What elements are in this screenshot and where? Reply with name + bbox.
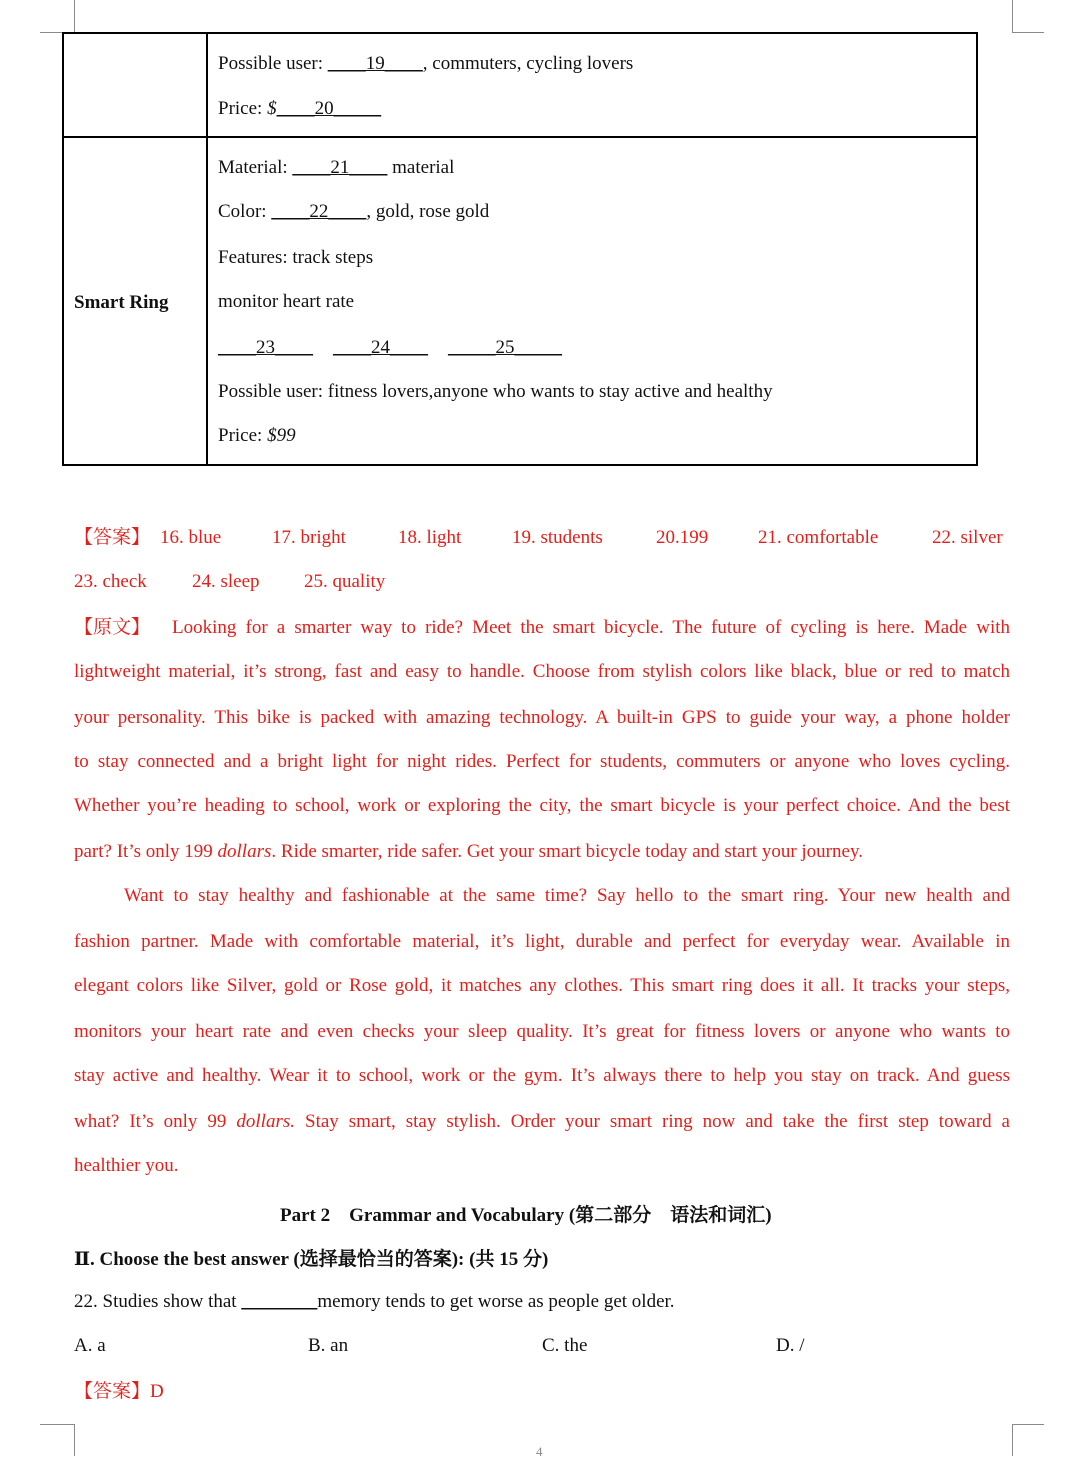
crop-mark — [1012, 1424, 1013, 1456]
ring-possible-user-line: Possible user: fitness lovers,anyone who wants to stay active and healthy — [218, 381, 773, 402]
crop-mark — [1012, 0, 1013, 32]
crop-mark — [74, 1424, 75, 1456]
crop-mark — [1012, 32, 1044, 33]
original-p2-line-7: healthier you. — [74, 1155, 179, 1176]
blank-24: ____24____ — [333, 337, 428, 358]
answer-16: 16. blue — [160, 527, 222, 548]
original-p2-line-4: monitors your heart rate and even checks your sleep quality. It’s great for fitness lovers or anyone who wants to — [74, 1021, 1010, 1042]
original-p2-line-1: Want to stay healthy and fashionable at the same time? Say hello to the smart ring. Your new health and — [124, 885, 1010, 906]
answer-18: 18. light — [398, 527, 462, 548]
p1-last-dollars: dollars — [217, 841, 272, 862]
heart-rate-line: monitor heart rate — [218, 291, 355, 312]
original-p1-line-2: lightweight material, it’s strong, fast and easy to handle. Choose from stylish colors like black, blue or red to match — [74, 661, 1010, 682]
original-p1-line-4: to stay connected and a bright light for night rides. Perfect for students, commuters or anyone who loves cycling. — [74, 751, 1010, 772]
crop-mark — [1012, 1424, 1044, 1425]
crop-mark — [74, 0, 75, 32]
question-rest: memory tends to get worse as people get older. — [317, 1291, 675, 1312]
dollar-sign: $ — [267, 98, 277, 119]
answer-22-line — [74, 1381, 164, 1403]
option-a: A. a — [74, 1335, 106, 1356]
p1-last-a: part? It’s only 199 — [74, 841, 218, 862]
blank-23: ____23____ — [218, 337, 313, 358]
answer-tag: 【答案】 — [74, 1381, 151, 1402]
answer-22: 22. silver — [932, 527, 1003, 548]
original-p2-line-2: fashion partner. Made with comfortable material, it’s light, durable and perfect for everyday wear. Available in — [74, 931, 1010, 952]
color-rest: , gold, rose gold — [366, 201, 490, 222]
answer-23: 23. check — [74, 571, 147, 592]
p2-l6-dollars: dollars. — [236, 1111, 296, 1132]
original-p1-line-1: Looking for a smarter way to ride? Meet the smart bicycle. The future of cycling is here. Made with — [172, 617, 1010, 638]
p1-last-c: . Ride smarter, ride safer. Get your smart bicycle today and start your journey. — [271, 841, 863, 862]
product-table — [62, 32, 978, 466]
question-prefix: 22. Studies show that — [74, 1291, 242, 1312]
possible-user-rest: , commuters, cycling lovers — [422, 53, 634, 74]
answer-21: 21. comfortable — [758, 527, 879, 548]
price-label: Price: — [218, 98, 268, 119]
blank-20: ____20_____ — [276, 98, 382, 119]
blank-25: _____25_____ — [448, 337, 562, 358]
p2-l6-c: Stay smart, stay stylish. Order your smart ring now and take the first step toward a — [295, 1111, 1010, 1132]
possible-user-line — [218, 53, 633, 75]
original-p1-line-3: your personality. This bike is packed with amazing technology. A built-in GPS to guide your way, a phone holder — [74, 707, 1010, 728]
original-p2-line-6 — [74, 1111, 1010, 1133]
answer-value: D — [150, 1381, 164, 1402]
blank-21: ____21____ — [292, 157, 388, 178]
question-22 — [74, 1291, 1010, 1313]
crop-mark — [40, 32, 62, 33]
table-row-smart-ring — [63, 137, 977, 465]
material-line — [218, 157, 454, 179]
page-number: 4 — [536, 1444, 543, 1459]
p2-l6-a: what? It’s only 99 — [74, 1111, 237, 1132]
option-d: D. / — [776, 1335, 805, 1356]
answer-17: 17. bright — [272, 527, 346, 548]
table-row-bicycle — [63, 33, 977, 137]
part2-heading: Part 2 Grammar and Vocabulary (第二部分 语法和词汇) — [280, 1205, 772, 1226]
color-label: Color: — [218, 201, 272, 222]
ring-price-label: Price: — [218, 425, 268, 446]
ring-price-value: $99 — [267, 425, 296, 446]
table-content-cell — [207, 137, 977, 465]
answer-tag: 【答案】 — [74, 527, 151, 548]
original-p1-line-5: Whether you’re heading to school, work or exploring the city, the smart bicycle is your perfect choice. And the best — [74, 795, 1010, 816]
original-p2-line-3: elegant colors like Silver, gold or Rose gold, it matches any clothes. This smart ring does it all. It tracks your steps, — [74, 975, 1010, 996]
option-b: B. an — [308, 1335, 349, 1356]
section-heading: Ⅱ. Choose the best answer (选择最恰当的答案): (共 15 分) — [74, 1249, 549, 1270]
possible-user-label: Possible user: — [218, 53, 328, 74]
smart-ring-label: Smart Ring — [74, 292, 169, 313]
ring-price-line — [218, 425, 296, 447]
original-p2-line-5: stay active and healthy. Wear it to school, work or the gym. It’s always there to help you stay on track. And guess — [74, 1065, 1010, 1086]
material-label: Material: — [218, 157, 293, 178]
crop-mark — [40, 1424, 74, 1425]
question-blank: ________ — [241, 1291, 318, 1312]
option-c: C. the — [542, 1335, 588, 1356]
answer-25: 25. quality — [304, 571, 386, 592]
answer-24: 24. sleep — [192, 571, 260, 592]
answer-19: 19. students — [512, 527, 603, 548]
material-rest: material — [387, 157, 455, 178]
color-line — [218, 201, 489, 223]
answer-20: 20.199 — [656, 527, 709, 548]
price-line — [218, 98, 381, 120]
table-label-cell — [63, 137, 207, 465]
blank-19: ____19____ — [327, 53, 423, 74]
original-tag: 【原文】 — [74, 617, 151, 638]
original-p1-line-6 — [74, 841, 1010, 863]
table-label-cell — [63, 33, 207, 137]
table-content-cell — [207, 33, 977, 137]
features-line: Features: track steps — [218, 247, 374, 268]
blanks-line — [218, 337, 562, 359]
blank-22: ____22____ — [271, 201, 367, 222]
